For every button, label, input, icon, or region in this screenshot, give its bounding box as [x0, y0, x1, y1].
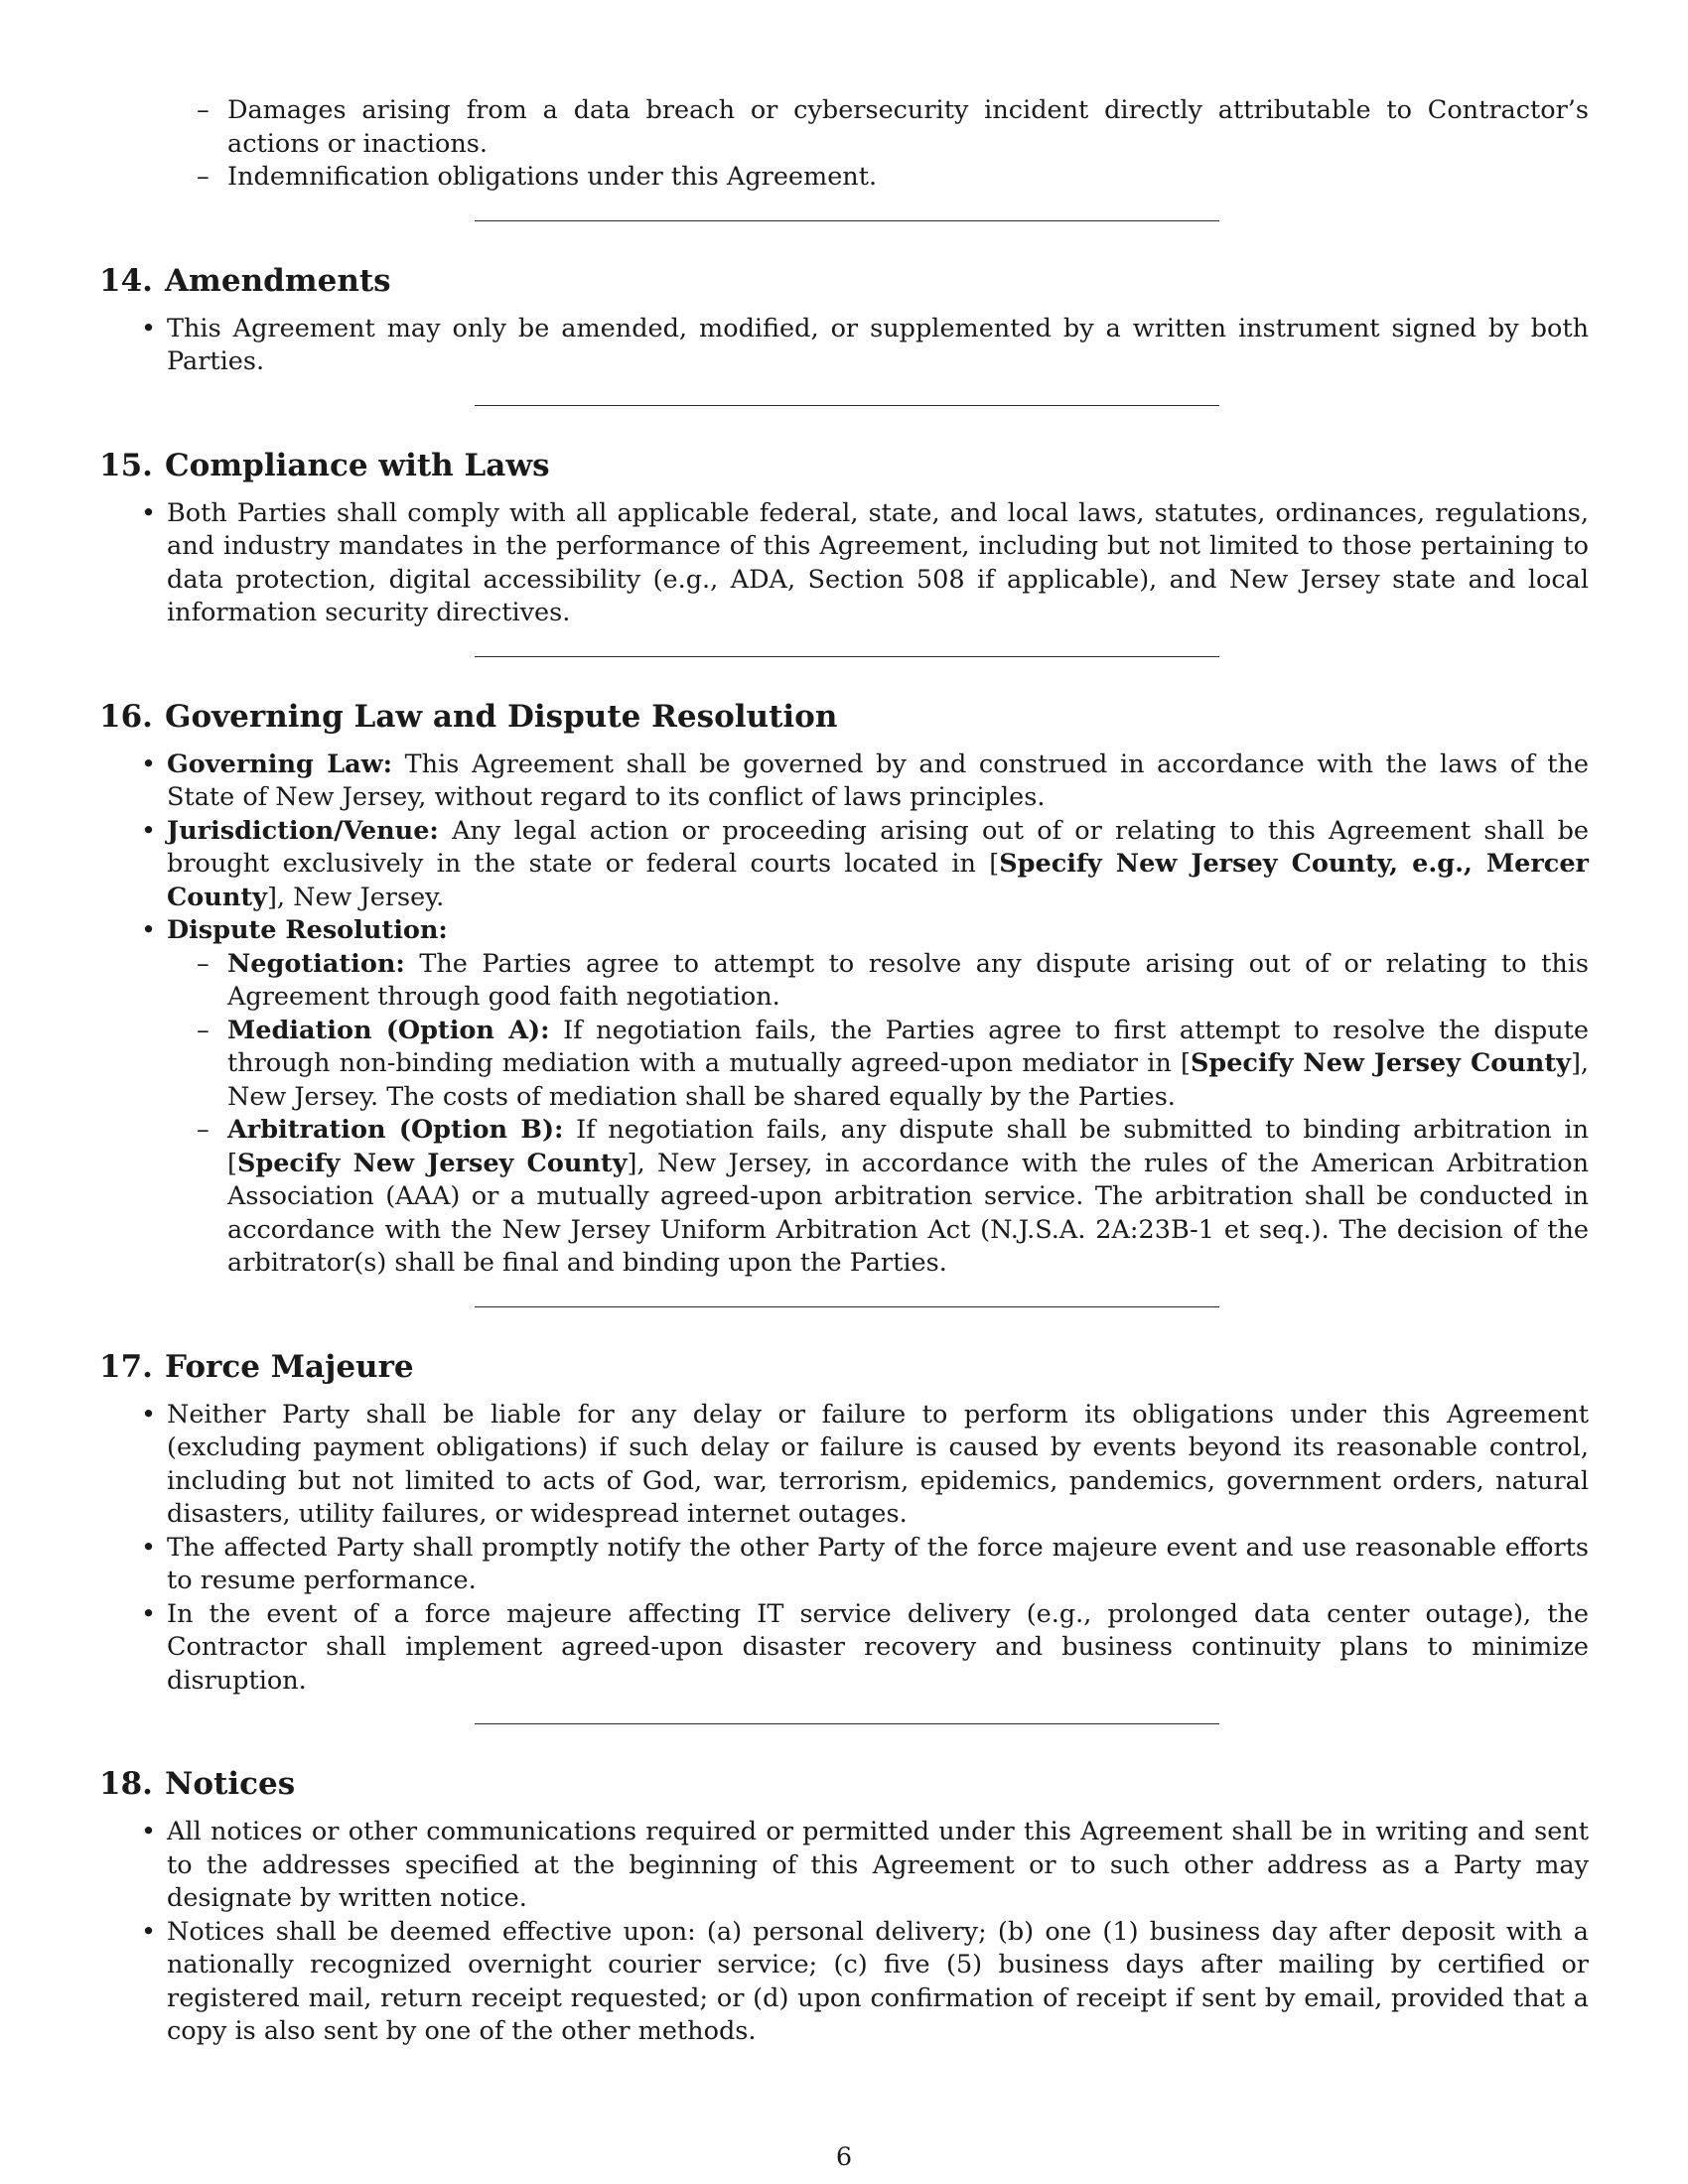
section-16-list: [99, 749, 1589, 1281]
bullet-marker: •: [141, 749, 157, 779]
bullet-marker: •: [141, 1817, 157, 1846]
list-item: – Negotiation: The Parties agree to attempt to resolve any dispute arising out of or relating to this Agreement through good faith negotiation.: [197, 948, 1589, 1012]
section-heading-18: 18. Notices: [99, 1766, 296, 1802]
bullet-marker: •: [141, 815, 157, 846]
section-15-list: [99, 497, 1589, 630]
section-divider: [475, 405, 1219, 406]
list-item: • Neither Party shall be liable for any delay or failure to perform its obligations under this Agreement (excluding payment obligations) if such delay or failure is caused by events beyond its reasonable control, including but not limited to acts of God, war, terrorism, epidemics, pandemics, government orders, natural disasters, utility failures, or widespread internet outages.: [141, 1399, 1589, 1529]
section-18-list: [99, 1816, 1589, 2049]
list-item: [141, 914, 1590, 1281]
section-divider: [475, 220, 1219, 221]
section-17-list: [99, 1399, 1589, 1699]
dispute-sublist: [167, 948, 1589, 1281]
bullet-marker: •: [141, 1532, 157, 1563]
bullet-marker: •: [141, 1916, 157, 1947]
list-item: – Damages arising from a data breach or cybersecurity incident directly attributable to Contractor’s actions or inactions.: [197, 95, 1589, 159]
bullet-marker: •: [141, 1598, 157, 1629]
section-14-list: [99, 313, 1589, 379]
dash-marker: –: [197, 1015, 210, 1045]
list-item: • All notices or other communications required or permitted under this Agreement shall be in writing and sent to the addresses specified at the beginning of this Agreement or to such other address as a Party may designate by written notice.: [141, 1817, 1589, 1913]
list-item: • This Agreement may only be amended, modified, or supplemented by a written instrument signed by both Parties.: [141, 313, 1589, 376]
list-item: – Mediation (Option A): If negotiation fails, the Parties agree to first attempt to resolve the dispute through non-binding mediation with a mutually agreed-upon mediator in [Specify New Jersey County], New Jersey. The costs of mediation shall be shared equally by the Parties.: [197, 1015, 1589, 1112]
list-item: • Governing Law: This Agreement shall be governed by and construed in accordance with the laws of the State of New Jersey, without regard to its conflict of laws principles.: [141, 749, 1590, 812]
section-divider: [475, 1723, 1219, 1724]
section-heading-15: 15. Compliance with Laws: [99, 447, 550, 483]
list-item: • The affected Party shall promptly notify the other Party of the force majeure event and use reasonable efforts to resume performance.: [141, 1532, 1589, 1595]
list-item: • Notices shall be deemed effective upon: (a) personal delivery; (b) one (1) business day after deposit with a nationally recognized overnight courier service; (c) five (5) business days after mailing by certified or registered mail, return receipt requested; or (d) upon confirmation of receipt if sent by email, provided that a copy is also sent by one of the other methods.: [141, 1916, 1589, 2046]
dash-marker: –: [197, 1115, 210, 1145]
section-heading-16: 16. Governing Law and Dispute Resolution: [99, 698, 838, 735]
list-item: • Jurisdiction/Venue: Any legal action or proceeding arising out of or relating to this Agreement shall be brought exclusively in the state or federal courts located in [Specify New Jersey County, e.g., Mercer County], New Jersey.: [141, 815, 1590, 912]
page-number: 6: [835, 2142, 853, 2172]
governing-law-label: Governing Law:: [167, 749, 393, 779]
bullet-marker: •: [141, 497, 157, 528]
list-item: – Arbitration (Option B): If negotiation fails, any dispute shall be submitted to binding arbitration in [Specify New Jersey County], New Jersey, in accordance with the rules of the American Arbitration Association (AAA) or a mutually agreed-upon arbitration service. The arbitration shall be conducted in accordance with the New Jersey Uniform Arbitration Act (N.J.S.A. 2A:23B-1 et seq.). The decision of the arbitrator(s) shall be final and binding upon the Parties.: [197, 1115, 1590, 1278]
document-page: [99, 94, 1589, 2049]
section-divider: [475, 656, 1219, 657]
list-item: • Both Parties shall comply with all applicable federal, state, and local laws, statutes, ordinances, regulations, and industry mandates in the performance of this Agreement, including but not limited to those pertaining to data protection, digital accessibility (e.g., ADA, Section 508 if applicable), and New Jersey state and local information security directives.: [141, 497, 1589, 627]
dispute-resolution-label: Dispute Resolution:: [167, 915, 448, 945]
section-divider: [475, 1306, 1219, 1307]
continued-list: [99, 94, 1589, 195]
dash-marker: –: [197, 948, 210, 979]
venue-label: Jurisdiction/Venue:: [167, 815, 439, 846]
list-item: – Indemnification obligations under this Agreement.: [227, 161, 1589, 195]
bullet-marker: •: [141, 1399, 157, 1430]
section-heading-17: 17. Force Majeure: [99, 1348, 414, 1385]
section-heading-14: 14. Amendments: [99, 262, 391, 299]
list-item: • In the event of a force majeure affecting IT service delivery (e.g., prolonged data center outage), the Contractor shall implement agreed-upon disaster recovery and business continuity plans to minimize disruption.: [141, 1598, 1589, 1696]
bullet-marker: •: [141, 313, 157, 343]
dash-marker: –: [197, 162, 210, 192]
bullet-marker: •: [141, 915, 157, 945]
dash-marker: –: [197, 95, 210, 125]
